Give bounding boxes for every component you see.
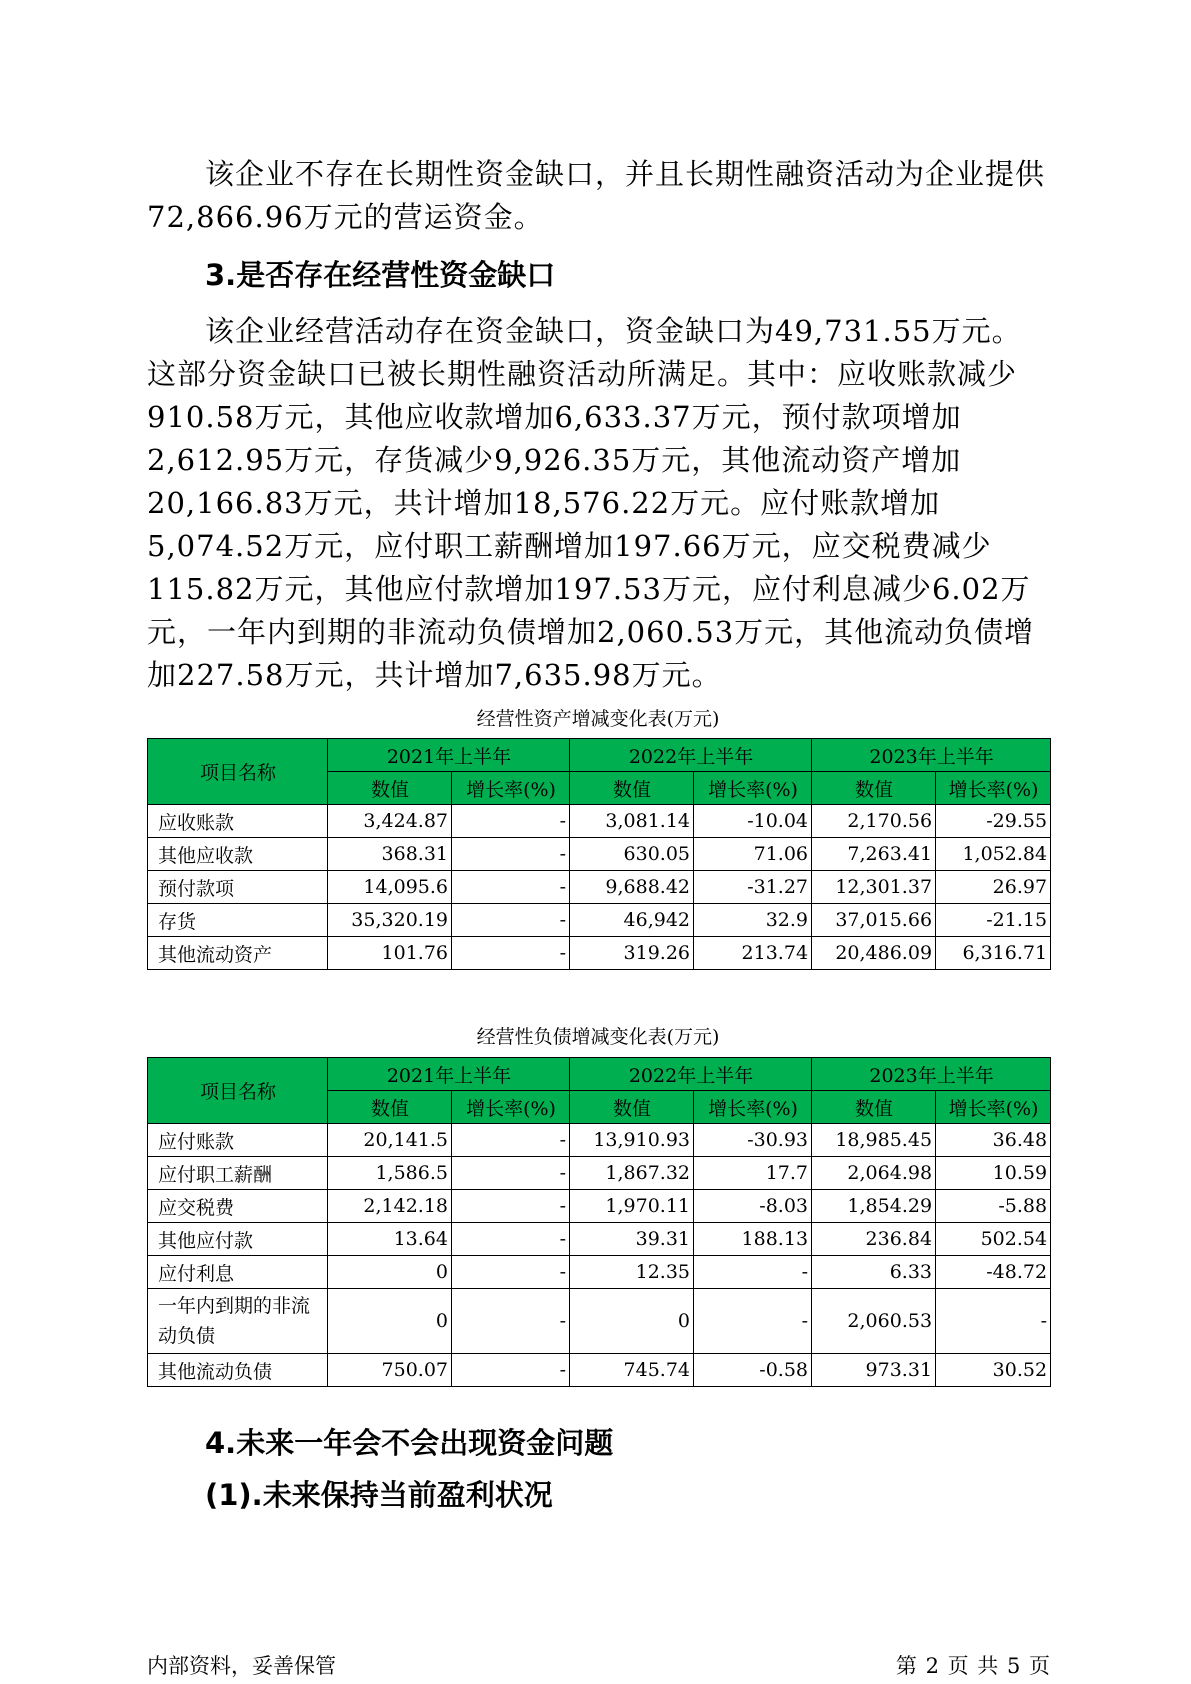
header-value: 数值 <box>328 1091 452 1124</box>
cell-growth: 213.74 <box>694 937 812 970</box>
header-period-2021: 2021年上半年 <box>328 1058 570 1091</box>
cell-growth: 1,052.84 <box>936 838 1051 871</box>
cell-value: 12,301.37 <box>812 871 936 904</box>
paragraph-long-term-funding: 该企业不存在长期性资金缺口，并且长期性融资活动为企业提供72,866.96万元的营运资金。 <box>147 157 1046 234</box>
header-growth: 增长率(%) <box>694 1091 812 1124</box>
cell-value: 973.31 <box>812 1354 936 1387</box>
header-growth: 增长率(%) <box>452 772 570 805</box>
row-label: 其他应付款 <box>148 1223 328 1256</box>
cell-value: 1,867.32 <box>570 1157 694 1190</box>
cell-growth: 17.7 <box>694 1157 812 1190</box>
cell-value: 35,320.19 <box>328 904 452 937</box>
table-row <box>148 1289 1051 1354</box>
subsection-heading-4-1: (1).未来保持当前盈利状况 <box>205 1478 553 1512</box>
row-label: 应付职工薪酬 <box>148 1157 328 1190</box>
cell-growth: - <box>452 904 570 937</box>
cell-growth: - <box>452 1157 570 1190</box>
cell-growth: -5.88 <box>936 1190 1051 1223</box>
cell-value: 2,170.56 <box>812 805 936 838</box>
cell-value: 20,486.09 <box>812 937 936 970</box>
cell-growth: - <box>452 838 570 871</box>
cell-value: 3,081.14 <box>570 805 694 838</box>
row-label: 一年内到期的非流动负债 <box>148 1289 328 1354</box>
cell-growth: -30.93 <box>694 1124 812 1157</box>
cell-value: 20,141.5 <box>328 1124 452 1157</box>
cell-growth: 188.13 <box>694 1223 812 1256</box>
cell-value: 1,586.5 <box>328 1157 452 1190</box>
cell-growth: -0.58 <box>694 1354 812 1387</box>
row-label: 应付账款 <box>148 1124 328 1157</box>
header-value: 数值 <box>570 1091 694 1124</box>
cell-growth: - <box>452 1354 570 1387</box>
table-row <box>148 904 1051 937</box>
cell-growth: -48.72 <box>936 1256 1051 1289</box>
table-row <box>148 937 1051 970</box>
table-row <box>148 1124 1051 1157</box>
cell-growth: - <box>452 805 570 838</box>
cell-growth: - <box>694 1289 812 1354</box>
cell-value: 18,985.45 <box>812 1124 936 1157</box>
header-item-name: 项目名称 <box>148 739 328 805</box>
cell-value: 2,142.18 <box>328 1190 452 1223</box>
cell-growth: 10.59 <box>936 1157 1051 1190</box>
cell-value: 3,424.87 <box>328 805 452 838</box>
cell-value: 13,910.93 <box>570 1124 694 1157</box>
row-label: 其他应收款 <box>148 838 328 871</box>
row-label: 应交税费 <box>148 1190 328 1223</box>
operating-liabilities-table <box>147 1057 1051 1387</box>
operating-assets-table <box>147 738 1051 970</box>
cell-value: 9,688.42 <box>570 871 694 904</box>
table-row <box>148 871 1051 904</box>
row-label: 存货 <box>148 904 328 937</box>
cell-growth: - <box>936 1289 1051 1354</box>
cell-growth: 30.52 <box>936 1354 1051 1387</box>
cell-value: 1,854.29 <box>812 1190 936 1223</box>
row-label: 预付款项 <box>148 871 328 904</box>
table-row <box>148 805 1051 838</box>
header-period-2023: 2023年上半年 <box>812 1058 1051 1091</box>
cell-value: 750.07 <box>328 1354 452 1387</box>
cell-value: 2,060.53 <box>812 1289 936 1354</box>
footer-confidential-note: 内部资料，妥善保管 <box>147 1654 336 1678</box>
table-row <box>148 1223 1051 1256</box>
table-row <box>148 1157 1051 1190</box>
table-row <box>148 1354 1051 1387</box>
header-item-name: 项目名称 <box>148 1058 328 1124</box>
cell-value: 46,942 <box>570 904 694 937</box>
liabilities-table-caption: 经营性负债增减变化表(万元) <box>476 1026 720 1048</box>
cell-value: 6.33 <box>812 1256 936 1289</box>
assets-table-caption: 经营性资产增减变化表(万元) <box>476 708 720 730</box>
cell-value: 1,970.11 <box>570 1190 694 1223</box>
cell-value: 0 <box>328 1289 452 1354</box>
cell-value: 2,064.98 <box>812 1157 936 1190</box>
header-value: 数值 <box>328 772 452 805</box>
cell-growth: 32.9 <box>694 904 812 937</box>
cell-value: 236.84 <box>812 1223 936 1256</box>
cell-growth: 71.06 <box>694 838 812 871</box>
row-label: 其他流动负债 <box>148 1354 328 1387</box>
header-growth: 增长率(%) <box>936 772 1051 805</box>
cell-growth: 6,316.71 <box>936 937 1051 970</box>
cell-growth: - <box>694 1256 812 1289</box>
cell-value: 39.31 <box>570 1223 694 1256</box>
cell-value: 319.26 <box>570 937 694 970</box>
header-growth: 增长率(%) <box>936 1091 1051 1124</box>
cell-growth: -31.27 <box>694 871 812 904</box>
cell-growth: - <box>452 1256 570 1289</box>
cell-growth: - <box>452 937 570 970</box>
cell-value: 0 <box>328 1256 452 1289</box>
row-label: 应收账款 <box>148 805 328 838</box>
cell-growth: - <box>452 1190 570 1223</box>
header-period-2023: 2023年上半年 <box>812 739 1051 772</box>
cell-growth: - <box>452 1223 570 1256</box>
cell-value: 745.74 <box>570 1354 694 1387</box>
cell-value: 12.35 <box>570 1256 694 1289</box>
cell-growth: -8.03 <box>694 1190 812 1223</box>
header-period-2022: 2022年上半年 <box>570 739 812 772</box>
cell-growth: -21.15 <box>936 904 1051 937</box>
cell-growth: - <box>452 1289 570 1354</box>
cell-growth: -29.55 <box>936 805 1051 838</box>
cell-growth: 502.54 <box>936 1223 1051 1256</box>
cell-value: 101.76 <box>328 937 452 970</box>
row-label: 应付利息 <box>148 1256 328 1289</box>
cell-growth: - <box>452 1124 570 1157</box>
cell-value: 14,095.6 <box>328 871 452 904</box>
section-heading-3: 3.是否存在经营性资金缺口 <box>205 258 556 292</box>
table-row <box>148 1190 1051 1223</box>
header-value: 数值 <box>570 772 694 805</box>
cell-growth: -10.04 <box>694 805 812 838</box>
row-label: 其他流动资产 <box>148 937 328 970</box>
table-row <box>148 838 1051 871</box>
cell-growth: - <box>452 871 570 904</box>
footer-page-number: 第 2 页 共 5 页 <box>895 1654 1050 1678</box>
cell-value: 0 <box>570 1289 694 1354</box>
cell-growth: 36.48 <box>936 1124 1051 1157</box>
header-growth: 增长率(%) <box>452 1091 570 1124</box>
header-value: 数值 <box>812 1091 936 1124</box>
paragraph-operating-gap: 该企业经营活动存在资金缺口，资金缺口为49,731.55万元。这部分资金缺口已被长期性融资活动所满足。其中：应收账款减少910.58万元，其他应收款增加6,633.37万元，预付款项增加2,612.95万元，存货减少9,926.35万元，其他流动资产增加20,166.83万元，共计增加18,576.22万元。应付账款增加5,074.52万元，应付职工薪酬增加197.66万元，应交税费减少115.82万元，其他应付款增加197.53万元，应付利息减少6.02万元，一年内到期的非流动负债增加2,060.53万元，其他流动负债增加227.58万元，共计增加7,635.98万元。 <box>147 314 1035 692</box>
header-period-2022: 2022年上半年 <box>570 1058 812 1091</box>
table-row <box>148 1256 1051 1289</box>
header-growth: 增长率(%) <box>694 772 812 805</box>
cell-value: 37,015.66 <box>812 904 936 937</box>
section-heading-4: 4.未来一年会不会出现资金问题 <box>205 1426 614 1460</box>
cell-value: 13.64 <box>328 1223 452 1256</box>
cell-value: 630.05 <box>570 838 694 871</box>
cell-growth: 26.97 <box>936 871 1051 904</box>
cell-value: 368.31 <box>328 838 452 871</box>
header-period-2021: 2021年上半年 <box>328 739 570 772</box>
header-value: 数值 <box>812 772 936 805</box>
cell-value: 7,263.41 <box>812 838 936 871</box>
